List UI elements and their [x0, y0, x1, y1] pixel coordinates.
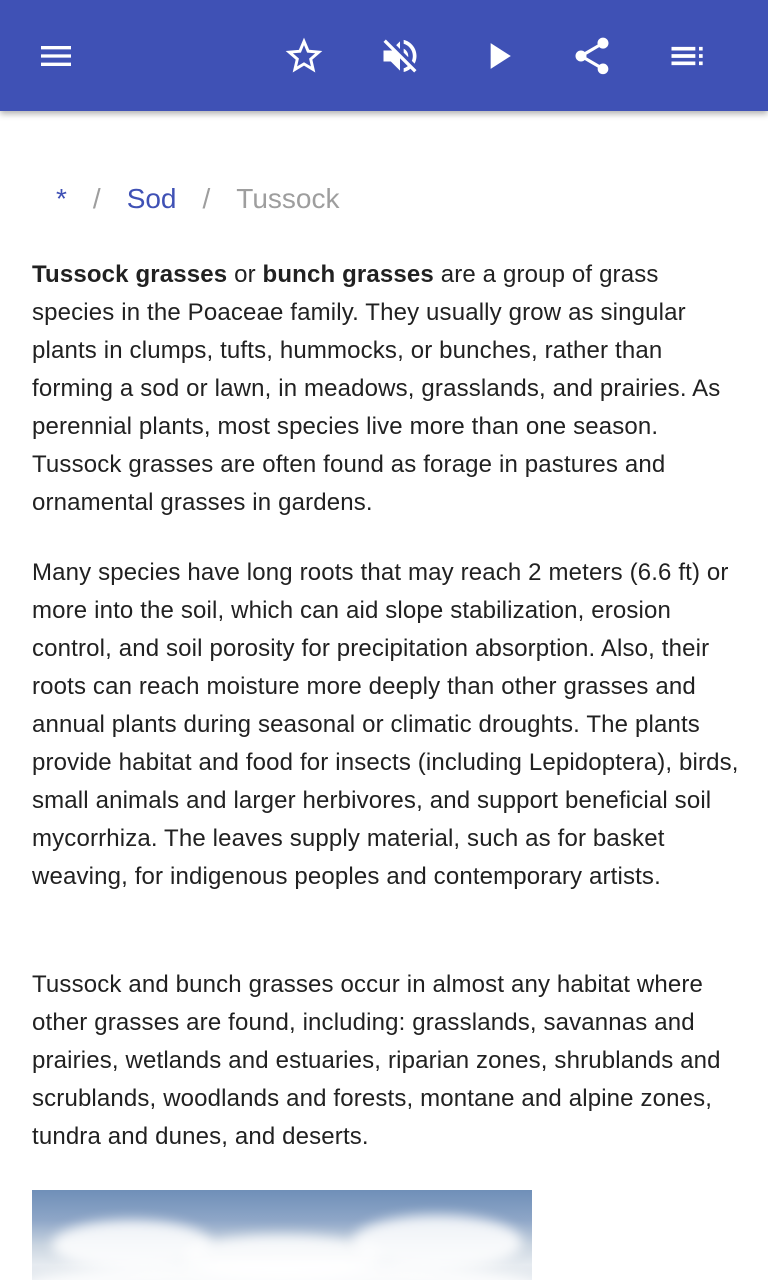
breadcrumb-root-link[interactable]: *	[56, 183, 67, 214]
breadcrumb-separator: /	[202, 183, 211, 214]
menu-icon	[36, 36, 76, 76]
article-paragraph-2: Many species have long roots that may reach 2 meters (6.6 ft) or more into the soil, which can aid slope stabilization, erosion control, and soil porosity for precipitation absorption. Also, their roots can reach moisture more deeply than other grasses and annual plants during seasonal or climatic droughts. The plants provide habitat and food for insects (including Lepidoptera), birds, small animals and larger herbivores, and support beneficial soil mycorrhiza. The leaves supply material, such as for basket weaving, for indigenous peoples and contemporary artists.	[32, 559, 739, 890]
favorite-button[interactable]	[266, 18, 342, 94]
share-icon	[570, 34, 614, 78]
breadcrumb	[56, 183, 340, 215]
playlist-icon	[666, 34, 710, 78]
app-bar	[0, 0, 768, 111]
breadcrumb-separator: /	[92, 183, 101, 214]
article-paragraph-1	[32, 256, 744, 522]
term-bunch-grasses: bunch grasses	[262, 261, 434, 288]
menu-button[interactable]	[18, 18, 94, 94]
star-outline-icon	[282, 34, 326, 78]
article-image[interactable]	[32, 1190, 532, 1280]
play-icon	[476, 34, 520, 78]
share-button[interactable]	[554, 18, 630, 94]
play-button[interactable]	[460, 18, 536, 94]
paragraph-text: or	[227, 261, 263, 288]
volume-off-icon	[378, 34, 422, 78]
contents-button[interactable]	[650, 18, 726, 94]
article-paragraph-3: Tussock and bunch grasses occur in almost any habitat where other grasses are found, including: grasslands, savannas and prairies, wetlands and estuaries, riparian zones, shrublands and scrublands, woodlands and forests, montane and alpine zones, tundra and dunes, and deserts.	[32, 971, 721, 1150]
term-tussock-grasses: Tussock grasses	[32, 261, 228, 288]
breadcrumb-parent-link[interactable]: Sod	[126, 183, 177, 214]
article-content	[0, 111, 768, 1280]
paragraph-text: are a group of grass species in the Poaceae family. They usually grow as singular plants in clumps, tufts, hummocks, or bunches, rather than forming a sod or lawn, in meadows, grasslands, and prairies. As perennial plants, most species live more than one season. Tussock grasses are often found as forage in pastures and ornamental grasses in gardens.	[32, 261, 721, 516]
breadcrumb-current: Tussock	[236, 183, 340, 214]
sound-toggle-button[interactable]	[362, 18, 438, 94]
